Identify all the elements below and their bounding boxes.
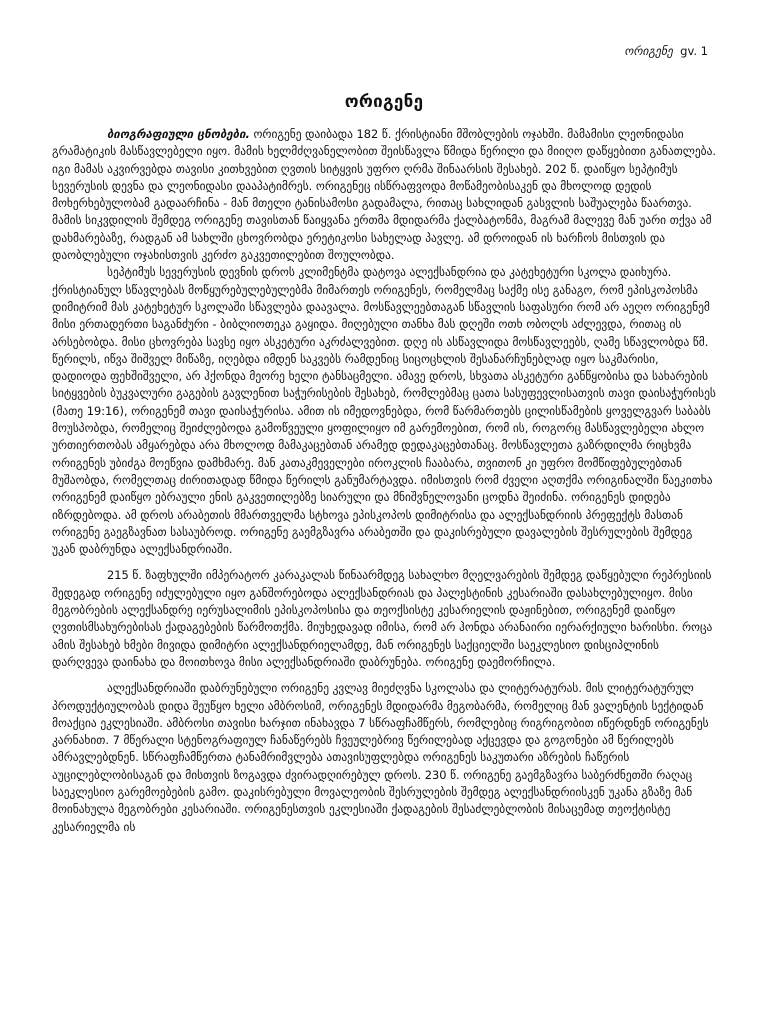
running-header — [624, 44, 708, 58]
document-title: ორიგენე — [344, 92, 424, 112]
running-header-title: ორიგენე — [624, 44, 673, 58]
paragraph-school: სეპტიმუს სევერუსის დევნის დროს კლიმენტმა დატოვა ალექსანდრია და კატეხეტური სკოლა დაიხურა. ქრისტიანულ სწავლებას მოწყურებულებულებმა მიმართეს ორიგენეს, რომელმაც საქმე ისე განაგო, რომ ეპისკოპოსმა დიმიტრიმ მას კატეხეტურ სკოლაში სწავლება დაავალა. მოსწავლეებთაგან სწავლის საფასური რომ არ აეღო ორიგენემ მისი ერთადერთი საგანძური - ბიბლიოთეკა გაყიდა. მიღებული თანხა მას დღეში ოთხ ობოლს აძლევდა, რითაც ის არსებობდა. მისი ცხოვრება სავსე იყო ასკეტური აკრძალვებით. დღე ის ასწავლიდა მოსწავლეებს, ღამე სწავლობდა წმ. წერილს, იწვა შიშველ მიწაზე, იღებდა იმდენ საკვებს რამდენიც სიცოცხლის შესანარჩუნებლად იყო საკმარისი, დადიოდა ფეხშიშველი, არ ჰქონდა მეორე ხელი ტანსაცმელი. ამავე დროს, სხვათა ასკეტური განწყობისა და სახარების სიტყვების ბუკვალური გაგების გავლენით საჭურისების შესახებ, რომლებმაც ცათა სასუფევლისათვის თავი დაისაჭურისეს (მათე 19:16), ორიგენემ თავი დაისაჭურისა. ამით ის იმედოვნებდა, რომ წარმართებს ცილისწამების ყოველგვარ საბაბს მოუსპობდა, რომელიც შეიძლებოდა გამოწვეული ყოფილიყო იმ გარემოებით, რომ ის, როგორც მასწავლებელი ახლო ურთიერთობას ამყარებდა არა მხოლოდ მამაკაცებთან არამედ დედაკაცებთანაც. მოსწავლეთა გაზრდილმა რიცხვმა ორიგენეს უბიძგა მოეწვია დამხმარე. მან კათაკმეველები იროკლის ჩააბარა, თვითონ კი უფრო მომწიფებულებთან მუშაობდა, რომელთაც ძირითადად წმიდა წერილს განუმარტავდა. იმისთვის რომ ძველი აღთქმა ორიგინალში წაეკითხა ორიგენემ დაიწყო ებრაული ენის გაკვეთილებზე სიარული და მნიშვნელოვანი ცოდნა შეიძინა. ორიგენეს დიდება იზრდებოდა. ამ დროს არაბეთის მმართველმა სტხოვა ეპისკოპოს დიმიტრისა და ალექსანდრიის პრეფექტს მასთან ორიგენე გაეგზავნათ სასაუბროდ. ორიგენე გაემგზავრა არაბეთში და დაკისრებული დავალების შესრულების შემდეგ უკან დაბრუნდა ალექსანდრიაში. — [52, 265, 716, 557]
paragraph-text: ორიგენე დაიბადა 182 წ. ქრისტიანი მშობლების ოჯახში. მამამისი ლეონიდასი გრამატიკის მასწავლებელი იყო. მამის ხელმძღვანელობით შეისწავლა წმიდა წერილი და მიიღო დაწყებითი განათლება. იგი მამას აკვირვებდა თავისი კითხვებით ღვთის სიტყვის უფრო ღრმა შინაარსის შესახებ. 202 წ. დაიწყო სეპტიმუს სევერუსის დევნა და ლეონიდასი დააპატიმრეს. ორიგენეც ისწრაფვოდა მოწამეობისაკენ და მხოლოდ დედის მოხერხებულობამ გადაარჩინა - მან მთელი ტანისამოსი გადამალა, რითაც სახლიდან გასვლის საშუალება წაართვა. მამის სიკვდილის შემდეგ ორიგენე თავისთან წაიყვანა ერთმა მდიდარმა ქალბატონმა, მაგრამ მალევე მან უარი თქვა ამ დახმარებაზე, რადგან ამ სახლში ცხოვრობდა ერეტიკოსი სახელად პავლე. ამ დროიდან ის ხარჩოს მისთვის და დაობლებული ოჯახისთვის კერძო გაკვეთილებით შოულობდა. — [52, 127, 716, 263]
page-number: gv. 1 — [680, 44, 708, 58]
section-lead: ბიოგრაფიული ცნობები. — [107, 127, 250, 141]
paragraph-caesarea: 215 წ. ზაფხულში იმპერატორ კარაკალას წინაარმდეგ სახალხო მღელვარების შემდეგ დაწყებული რეპრესიის შედეგად ორიგენე იძულებული იყო განშორებოდა ალექსანდრიას და პალესტინის კესარიაში დასახლებულიყო. მისი მეგობრების ალექსანდრე იერუსალიმის ეპისკოპოსისა და თეოქსისტე კესარიელის დაჟინებით, ორიგენემ დაიწყო ღვთისმსახურებისას ქადაგებების წარმოთქმა. მიუხედავად იმისა, რომ არ ჰონდა არანაირი იერარქიული ხარისხი. როცა ამის შესახებ ხმები მივიდა დიმიტრი ალექსანდრიელამდე, მან ორიგენეს საქციელში საეკლესიო დისციპლინის დარღვევა დაინახა და მოითხოვა მისი ალექსანდრიაში დაბრუნება. ორიგენე დაემორჩილა. — [52, 568, 713, 669]
document-body — [52, 126, 716, 836]
paragraph-return: ალექსანდრიაში დაბრუნებული ორიგენე კვლავ მიეძღვნა სკოლასა და ლიტერატურას. მის ლიტერატურულ პროდუქტიულობას დიდა შეუწყო ხელი ამბროსიმ, ორიგენეს მდიდარმა მეგობარმა, რომელიც მან ვალენტის სექტიდან მოაქცია ეკლესიაში. ამბროსი თავისი ხარჯით ინახავდა 7 სწრაფჩამწერს, რომლებიც რიგრიგობით იწერდნენ ორიგენეს კარნახით. 7 მწერალი სტენოგრაფიულ ჩანაწერებს ჩვეულებრივ წერილებად აქცევდა და გოგონები ამ წერილებს ამრავლებდნენ. სწრაფჩამწერთა ტანამრიმვლება ათავისუფლებდა ორიგენეს საკუთარი აზრების ჩაწერის აუცილებლობისაგან და მისთვის ზოგავდა ძვირადღირებულ დროს. 230 წ. ორიგენე გაემგზავრა საბერძნეთში რაღაც საეკლესიო გარემოებების გამო. დაკისრებული მოვალეობის შესრულების შემდეგ ალექსანდრიისკენ უკანა გზაზე მან მოინახულა მეგობრები კესარიაში. ორიგენესთვის ეკლესიაში ქადაგების შესაძლებლობის მისაცემად თეოქტისტე კესარიელმა ის — [52, 681, 709, 834]
paragraph-biography — [52, 126, 716, 264]
